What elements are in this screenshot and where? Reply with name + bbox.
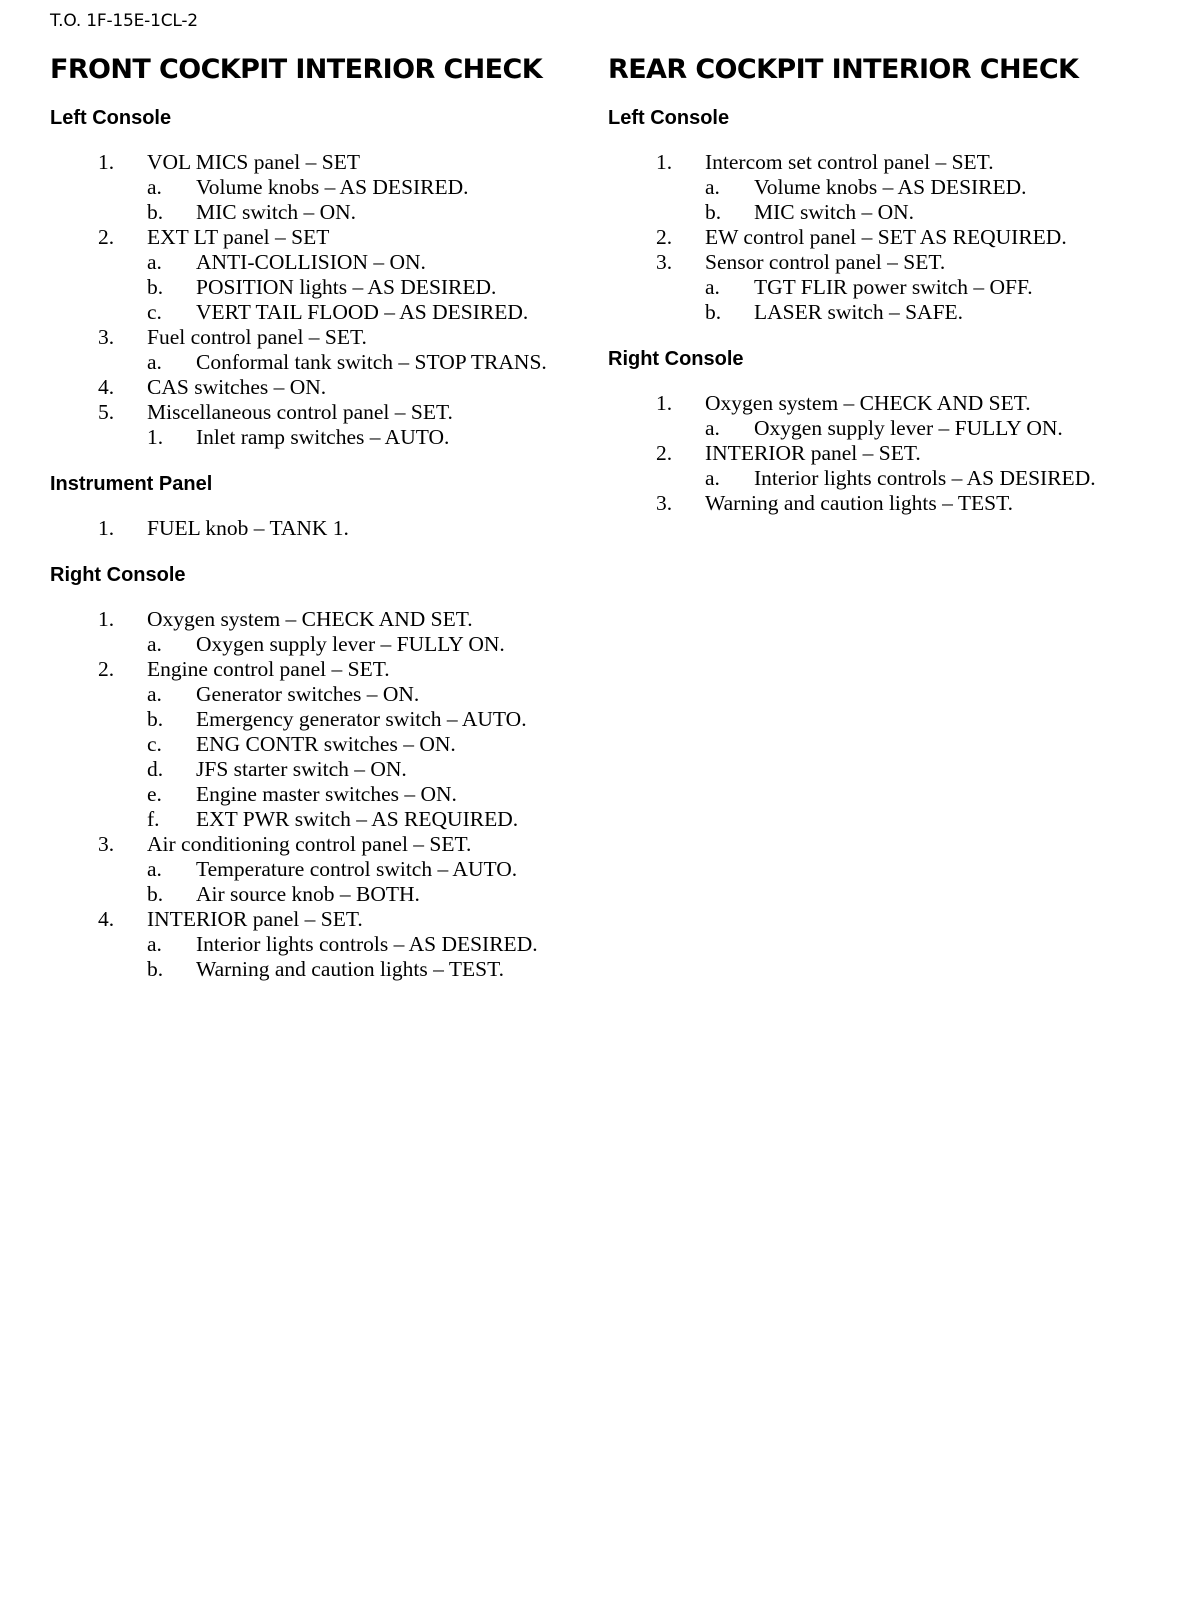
- front-checklist-left-console: [50, 150, 610, 450]
- item-number: a.: [147, 932, 162, 956]
- item-number: 1.: [98, 150, 115, 174]
- item-number: a.: [705, 275, 720, 299]
- checklist-subitem: [50, 300, 610, 325]
- item-number: b.: [147, 707, 164, 731]
- checklist-subitem: [608, 200, 1168, 225]
- item-text: Temperature control switch – AUTO.: [196, 857, 518, 881]
- checklist-subitem: [608, 416, 1168, 441]
- item-number: d.: [147, 757, 164, 781]
- checklist-item: [608, 441, 1168, 466]
- checklist-item: [50, 907, 610, 932]
- item-text: Generator switches – ON.: [196, 682, 420, 706]
- item-number: a.: [147, 682, 162, 706]
- item-text: Intercom set control panel – SET.: [705, 150, 994, 174]
- checklist-item: [608, 250, 1168, 275]
- item-text: ENG CONTR switches – ON.: [196, 732, 456, 756]
- item-text: VOL MICS panel – SET: [147, 150, 360, 174]
- item-text: Oxygen supply lever – FULLY ON.: [754, 416, 1063, 440]
- item-text: Interior lights controls – AS DESIRED.: [196, 932, 538, 956]
- item-text: EXT LT panel – SET: [147, 225, 330, 249]
- item-number: 3.: [98, 325, 115, 349]
- item-text: Air conditioning control panel – SET.: [147, 832, 472, 856]
- item-text: Oxygen system – CHECK AND SET.: [705, 391, 1031, 415]
- checklist-item: [608, 225, 1168, 250]
- item-text: Fuel control panel – SET.: [147, 325, 367, 349]
- checklist-item: [50, 325, 610, 350]
- item-number: 2.: [98, 657, 115, 681]
- front-cockpit-column: [50, 52, 610, 1004]
- item-number: e.: [147, 782, 162, 806]
- item-number: 3.: [98, 832, 115, 856]
- checklist-subitem: [50, 632, 610, 657]
- rear-cockpit-sections: [608, 106, 1168, 516]
- item-number: 2.: [656, 225, 673, 249]
- checklist-subitem: [50, 425, 610, 450]
- front-section-heading-left-console: Left Console: [50, 107, 172, 129]
- item-text: Air source knob – BOTH.: [196, 882, 420, 906]
- item-number: c.: [147, 732, 162, 756]
- checklist-subitem: [50, 275, 610, 300]
- item-text: LASER switch – SAFE.: [754, 300, 964, 324]
- item-number: a.: [705, 466, 720, 490]
- item-text: Inlet ramp switches – AUTO.: [196, 425, 450, 449]
- rear-section-heading-right-console: Right Console: [608, 348, 744, 370]
- item-text: FUEL knob – TANK 1.: [147, 516, 349, 540]
- item-number: 5.: [98, 400, 115, 424]
- item-number: b.: [705, 200, 722, 224]
- item-number: a.: [147, 857, 162, 881]
- item-text: Engine control panel – SET.: [147, 657, 390, 681]
- item-text: INTERIOR panel – SET.: [147, 907, 363, 931]
- checklist-subitem: [50, 732, 610, 757]
- item-text: Volume knobs – AS DESIRED.: [754, 175, 1027, 199]
- checklist-subitem: [608, 300, 1168, 325]
- item-number: 2.: [656, 441, 673, 465]
- item-text: MIC switch – ON.: [196, 200, 357, 224]
- checklist-subitem: [608, 275, 1168, 300]
- item-text: EXT PWR switch – AS REQUIRED.: [196, 807, 519, 831]
- item-text: Warning and caution lights – TEST.: [705, 491, 1013, 515]
- checklist-subitem: [50, 707, 610, 732]
- item-text: CAS switches – ON.: [147, 375, 327, 399]
- checklist-subitem: [50, 350, 610, 375]
- item-text: ANTI-COLLISION – ON.: [196, 250, 426, 274]
- item-number: c.: [147, 300, 162, 324]
- checklist-subitem: [50, 175, 610, 200]
- checklist-subitem: [50, 757, 610, 782]
- item-number: b.: [147, 275, 164, 299]
- item-number: a.: [147, 250, 162, 274]
- item-text: VERT TAIL FLOOD – AS DESIRED.: [196, 300, 529, 324]
- checklist-subitem: [608, 175, 1168, 200]
- item-number: 1.: [98, 607, 115, 631]
- item-number: a.: [147, 175, 162, 199]
- document-id: T.O. 1F-15E-1CL-2: [50, 11, 198, 31]
- rear-checklist-left-console: [608, 150, 1168, 325]
- item-text: Warning and caution lights – TEST.: [196, 957, 504, 981]
- rear-cockpit-title: REAR COCKPIT INTERIOR CHECK: [608, 54, 1079, 85]
- checklist-item: [50, 400, 610, 425]
- item-number: b.: [147, 882, 164, 906]
- item-text: Oxygen supply lever – FULLY ON.: [196, 632, 505, 656]
- item-number: 1.: [147, 425, 164, 449]
- checklist-subitem: [608, 466, 1168, 491]
- item-number: f.: [147, 807, 160, 831]
- item-text: INTERIOR panel – SET.: [705, 441, 921, 465]
- item-number: 4.: [98, 375, 115, 399]
- item-number: a.: [147, 350, 162, 374]
- item-text: MIC switch – ON.: [754, 200, 915, 224]
- checklist-subitem: [50, 200, 610, 225]
- checklist-item: [50, 657, 610, 682]
- item-number: 3.: [656, 491, 673, 515]
- item-text: POSITION lights – AS DESIRED.: [196, 275, 497, 299]
- item-text: Emergency generator switch – AUTO.: [196, 707, 527, 731]
- checklist-item: [50, 225, 610, 250]
- checklist-item: [50, 375, 610, 400]
- item-number: 4.: [98, 907, 115, 931]
- item-number: b.: [147, 200, 164, 224]
- checklist-subitem: [50, 932, 610, 957]
- item-number: 1.: [656, 150, 673, 174]
- checklist-item: [608, 150, 1168, 175]
- front-section-heading-right-console: Right Console: [50, 564, 186, 586]
- checklist-item: [608, 491, 1168, 516]
- checklist-item: [50, 832, 610, 857]
- checklist-item: [50, 516, 610, 541]
- item-text: Volume knobs – AS DESIRED.: [196, 175, 469, 199]
- item-number: b.: [705, 300, 722, 324]
- front-checklist-instrument-panel: [50, 516, 610, 541]
- checklist-subitem: [50, 250, 610, 275]
- item-number: 1.: [656, 391, 673, 415]
- checklist-subitem: [50, 682, 610, 707]
- checklist-subitem: [50, 807, 610, 832]
- checklist-subitem: [50, 882, 610, 907]
- rear-cockpit-column: [608, 52, 1168, 538]
- checklist-subitem: [50, 957, 610, 982]
- item-text: Conformal tank switch – STOP TRANS.: [196, 350, 547, 374]
- item-text: Sensor control panel – SET.: [705, 250, 946, 274]
- checklist-subitem: [50, 782, 610, 807]
- checklist-subitem: [50, 857, 610, 882]
- item-text: JFS starter switch – ON.: [196, 757, 407, 781]
- item-text: Interior lights controls – AS DESIRED.: [754, 466, 1096, 490]
- item-number: a.: [705, 416, 720, 440]
- item-number: 1.: [98, 516, 115, 540]
- item-number: 2.: [98, 225, 115, 249]
- item-number: a.: [147, 632, 162, 656]
- front-cockpit-sections: [50, 106, 610, 982]
- checklist-item: [50, 150, 610, 175]
- rear-section-heading-left-console: Left Console: [608, 107, 730, 129]
- front-cockpit-title: FRONT COCKPIT INTERIOR CHECK: [50, 54, 543, 85]
- item-text: EW control panel – SET AS REQUIRED.: [705, 225, 1067, 249]
- item-text: Engine master switches – ON.: [196, 782, 457, 806]
- checklist-item: [608, 391, 1168, 416]
- item-text: Miscellaneous control panel – SET.: [147, 400, 453, 424]
- checklist-item: [50, 607, 610, 632]
- item-number: a.: [705, 175, 720, 199]
- item-number: 3.: [656, 250, 673, 274]
- item-text: TGT FLIR power switch – OFF.: [754, 275, 1033, 299]
- front-section-heading-instrument-panel: Instrument Panel: [50, 473, 213, 495]
- rear-checklist-right-console: [608, 391, 1168, 516]
- item-text: Oxygen system – CHECK AND SET.: [147, 607, 473, 631]
- item-number: b.: [147, 957, 164, 981]
- front-checklist-right-console: [50, 607, 610, 982]
